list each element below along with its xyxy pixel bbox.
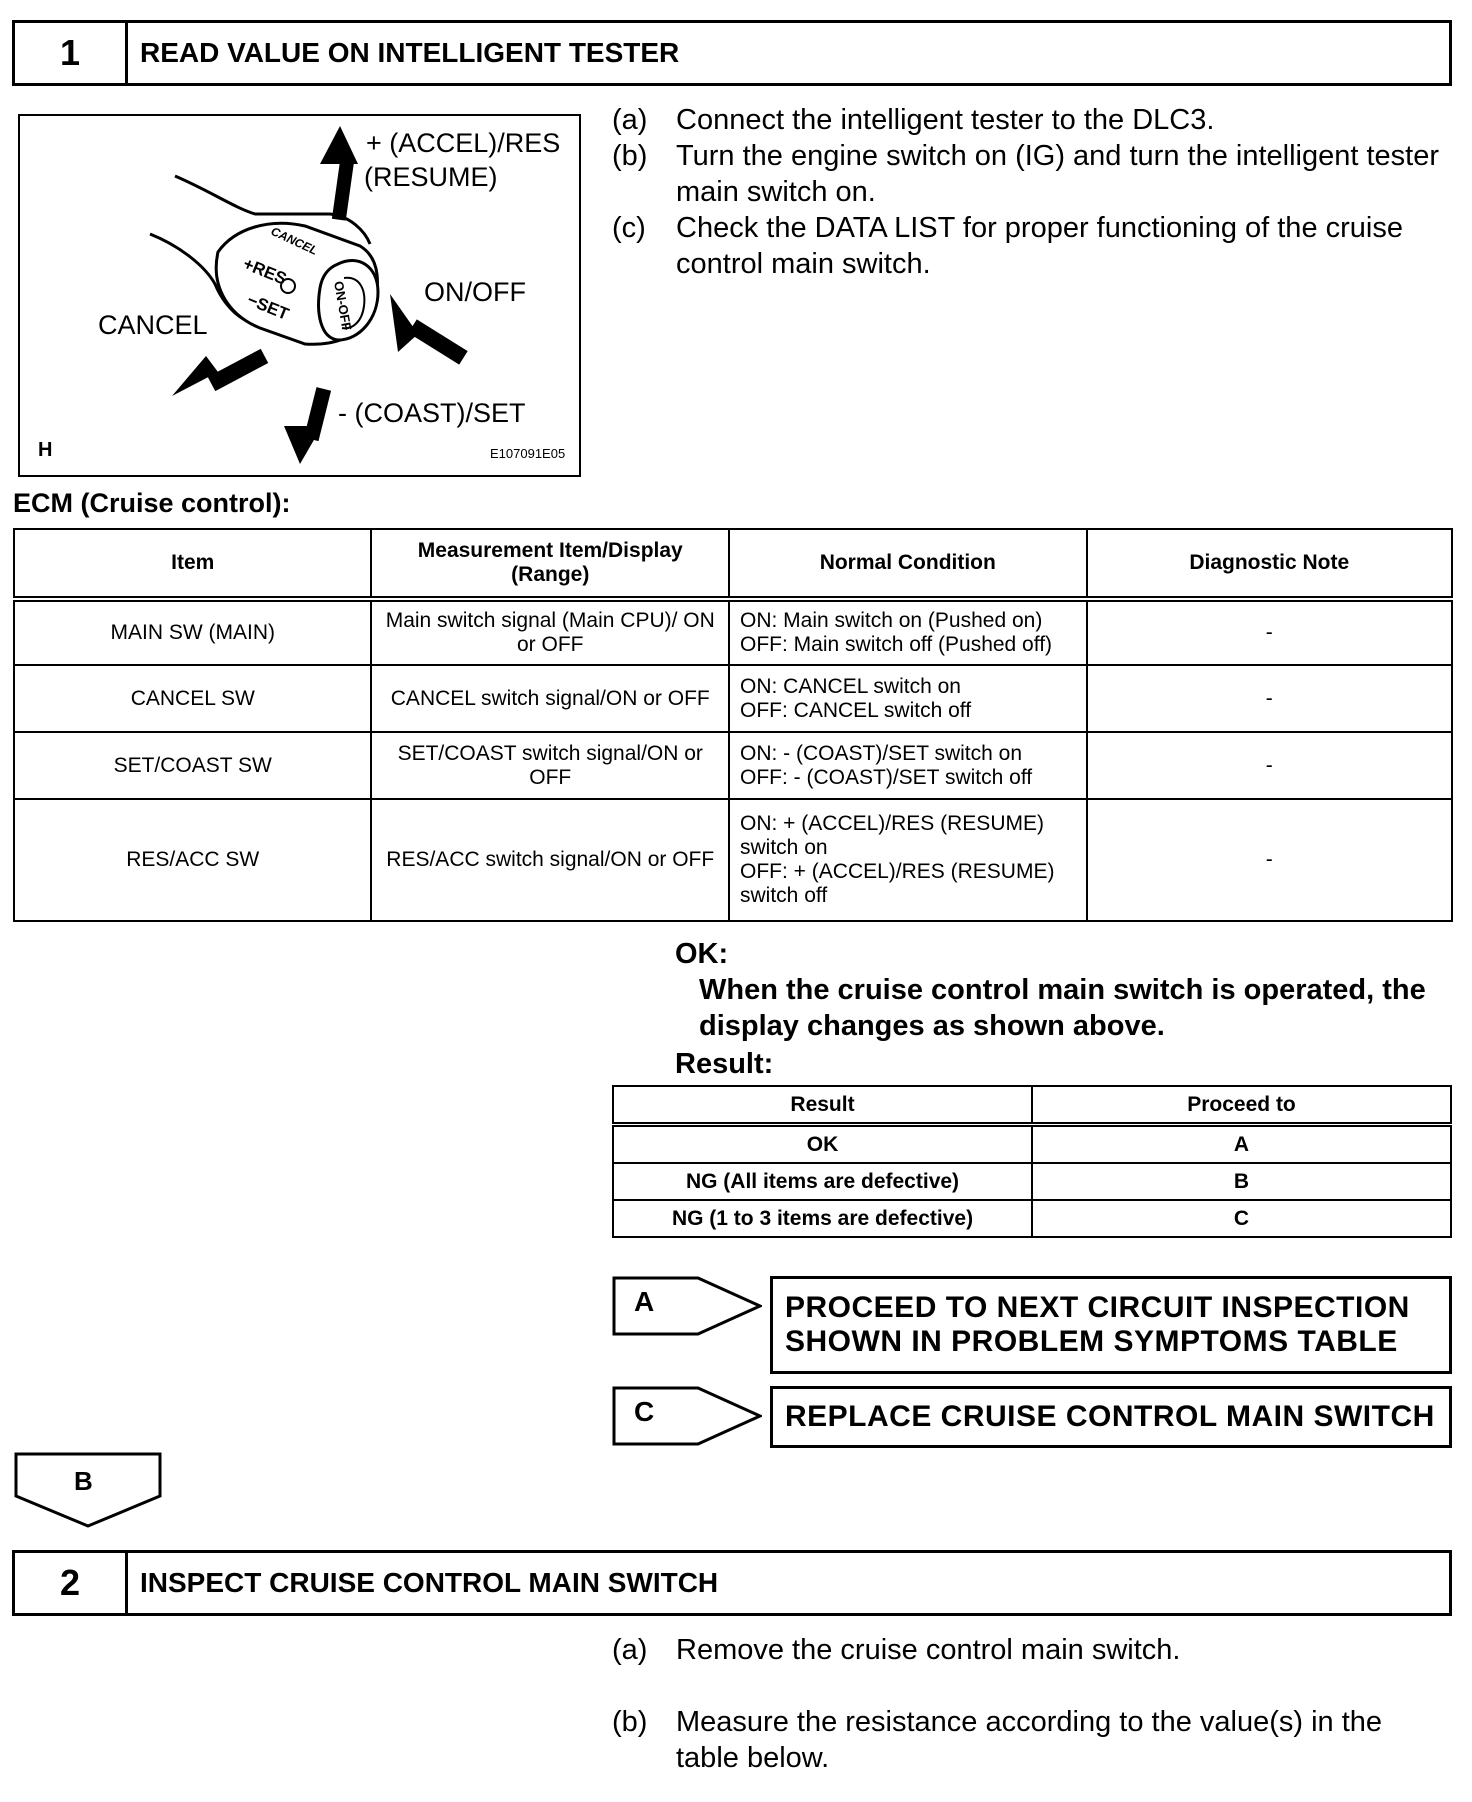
normal-condition-cell <box>729 599 1087 665</box>
instruction-text: Remove the cruise control main switch. <box>676 1634 1181 1666</box>
instruction-item <box>612 1632 1452 1668</box>
measure-cell: SET/COAST switch signal/ON or OFF <box>371 732 729 799</box>
measure-cell: Main switch signal (Main CPU)/ ON or OFF <box>371 599 729 665</box>
column-header: Proceed to <box>1032 1086 1451 1125</box>
proceed-cell: C <box>1032 1200 1451 1237</box>
item-cell: CANCEL SW <box>14 665 371 732</box>
column-header: Item <box>14 529 371 599</box>
ok-label: OK: <box>675 938 729 970</box>
normal-condition-cell <box>729 732 1087 799</box>
note-cell: - <box>1087 799 1452 921</box>
cancel-label: CANCEL <box>98 310 208 340</box>
instruction-text: Connect the intelligent tester to the DLC3. <box>676 104 1215 136</box>
ok-text: When the cruise control main switch is operated, the display changes as shown above. <box>699 974 1426 1042</box>
flow-letter: A <box>634 1286 655 1317</box>
proceed-cell: B <box>1032 1163 1451 1200</box>
normal-condition-cell <box>729 799 1087 921</box>
instruction-item <box>612 138 1452 210</box>
table-header-row <box>613 1086 1451 1125</box>
table-header-row <box>14 529 1452 599</box>
table-row <box>14 799 1452 921</box>
lever-set-text: −SET <box>244 290 292 324</box>
lever-cancel-text: CANCEL <box>268 224 320 258</box>
normal-off: OFF: CANCEL switch off <box>740 698 972 722</box>
instruction-label: (a) <box>612 104 648 136</box>
instruction-item <box>612 102 1452 138</box>
lever-onoff-text: ON-OFF <box>331 279 355 332</box>
item-cell: MAIN SW (MAIN) <box>14 599 371 665</box>
flow-arrow-b <box>14 1452 162 1528</box>
table-row <box>613 1200 1451 1237</box>
ecm-caption: ECM (Cruise control): <box>13 488 291 518</box>
figure-code: E107091E05 <box>490 446 566 461</box>
normal-on: ON: + (ACCEL)/RES (RESUME) switch on <box>740 812 1044 859</box>
cruise-switch-illustration <box>20 116 579 475</box>
column-header: Diagnostic Note <box>1087 529 1452 599</box>
cruise-switch-figure <box>18 114 581 477</box>
result-cell: OK <box>613 1125 1032 1164</box>
column-header: Measurement Item/Display (Range) <box>371 529 729 599</box>
result-label: Result: <box>675 1048 774 1080</box>
result-cell: NG (1 to 3 items are defective) <box>613 1200 1032 1237</box>
step-number: 2 <box>15 1553 128 1613</box>
instruction-text: Measure the resistance according to the value(s) in the table below. <box>676 1706 1383 1774</box>
result-table <box>612 1085 1452 1238</box>
flow-letter: C <box>634 1396 655 1427</box>
proceed-cell: A <box>1032 1125 1451 1164</box>
step-2-header <box>12 1550 1452 1616</box>
coast-arrow <box>284 387 331 464</box>
normal-on: ON: Main switch on (Pushed on) <box>740 609 1043 632</box>
instruction-label: (a) <box>612 1634 648 1666</box>
instruction-item <box>612 1704 1452 1776</box>
accel-arrow <box>320 126 358 221</box>
item-cell: RES/ACC SW <box>14 799 371 921</box>
outcome-text: REPLACE CRUISE CONTROL MAIN SWITCH <box>785 1400 1435 1433</box>
instruction-label: (b) <box>612 1706 648 1738</box>
step-title: READ VALUE ON INTELLIGENT TESTER <box>140 37 680 68</box>
item-cell: SET/COAST SW <box>14 732 371 799</box>
column-header: Normal Condition <box>729 529 1087 599</box>
normal-on: ON: CANCEL switch on <box>740 674 961 698</box>
note-cell: - <box>1087 599 1452 665</box>
instruction-text: Check the DATA LIST for proper functioning of the cruise control main switch. <box>676 212 1403 280</box>
instruction-label: (b) <box>612 140 648 172</box>
table-row <box>14 599 1452 665</box>
instruction-item <box>612 210 1452 282</box>
result-cell: NG (All items are defective) <box>613 1163 1032 1200</box>
cancel-arrow <box>172 349 268 396</box>
step-1-header <box>12 20 1452 86</box>
outcome-box-a <box>770 1276 1452 1374</box>
measure-cell: RES/ACC switch signal/ON or OFF <box>371 799 729 921</box>
column-header: Result <box>613 1086 1032 1125</box>
outcome-box-c <box>770 1386 1452 1448</box>
normal-off: OFF: + (ACCEL)/RES (RESUME) switch off <box>740 860 1055 907</box>
note-cell: - <box>1087 665 1452 732</box>
normal-condition-cell <box>729 665 1087 732</box>
note-cell: - <box>1087 732 1452 799</box>
step-1-instructions <box>612 102 1452 282</box>
resume-label: (RESUME) <box>364 162 498 192</box>
table-row <box>613 1163 1451 1200</box>
normal-on: ON: - (COAST)/SET switch on <box>740 741 1023 765</box>
flow-arrow-c <box>612 1386 762 1446</box>
outcome-text: PROCEED TO NEXT CIRCUIT INSPECTION <box>785 1291 1410 1324</box>
measure-cell: CANCEL switch signal/ON or OFF <box>371 665 729 732</box>
step-2-instructions <box>612 1632 1452 1776</box>
instruction-text: Turn the engine switch on (IG) and turn the intelligent tester main switch on. <box>676 140 1440 208</box>
step-number: 1 <box>15 23 128 83</box>
onoff-label: ON/OFF <box>424 277 526 307</box>
outcome-text: SHOWN IN PROBLEM SYMPTOMS TABLE <box>785 1325 1398 1358</box>
figure-corner-letter: H <box>38 439 53 461</box>
table-row <box>14 732 1452 799</box>
flow-arrow-a <box>612 1276 762 1336</box>
accel-label: + (ACCEL)/RES <box>366 128 561 158</box>
normal-off: OFF: Main switch off (Pushed off) <box>740 633 1053 656</box>
flow-letter: B <box>74 1466 93 1496</box>
ecm-data-table <box>13 528 1453 922</box>
normal-off: OFF: - (COAST)/SET switch off <box>740 765 1033 789</box>
table-row <box>14 665 1452 732</box>
table-row <box>613 1125 1451 1164</box>
lever-res-text: +RES <box>240 254 290 289</box>
step-title: INSPECT CRUISE CONTROL MAIN SWITCH <box>140 1567 719 1598</box>
instruction-label: (c) <box>612 212 646 244</box>
coast-label: - (COAST)/SET <box>338 398 526 428</box>
